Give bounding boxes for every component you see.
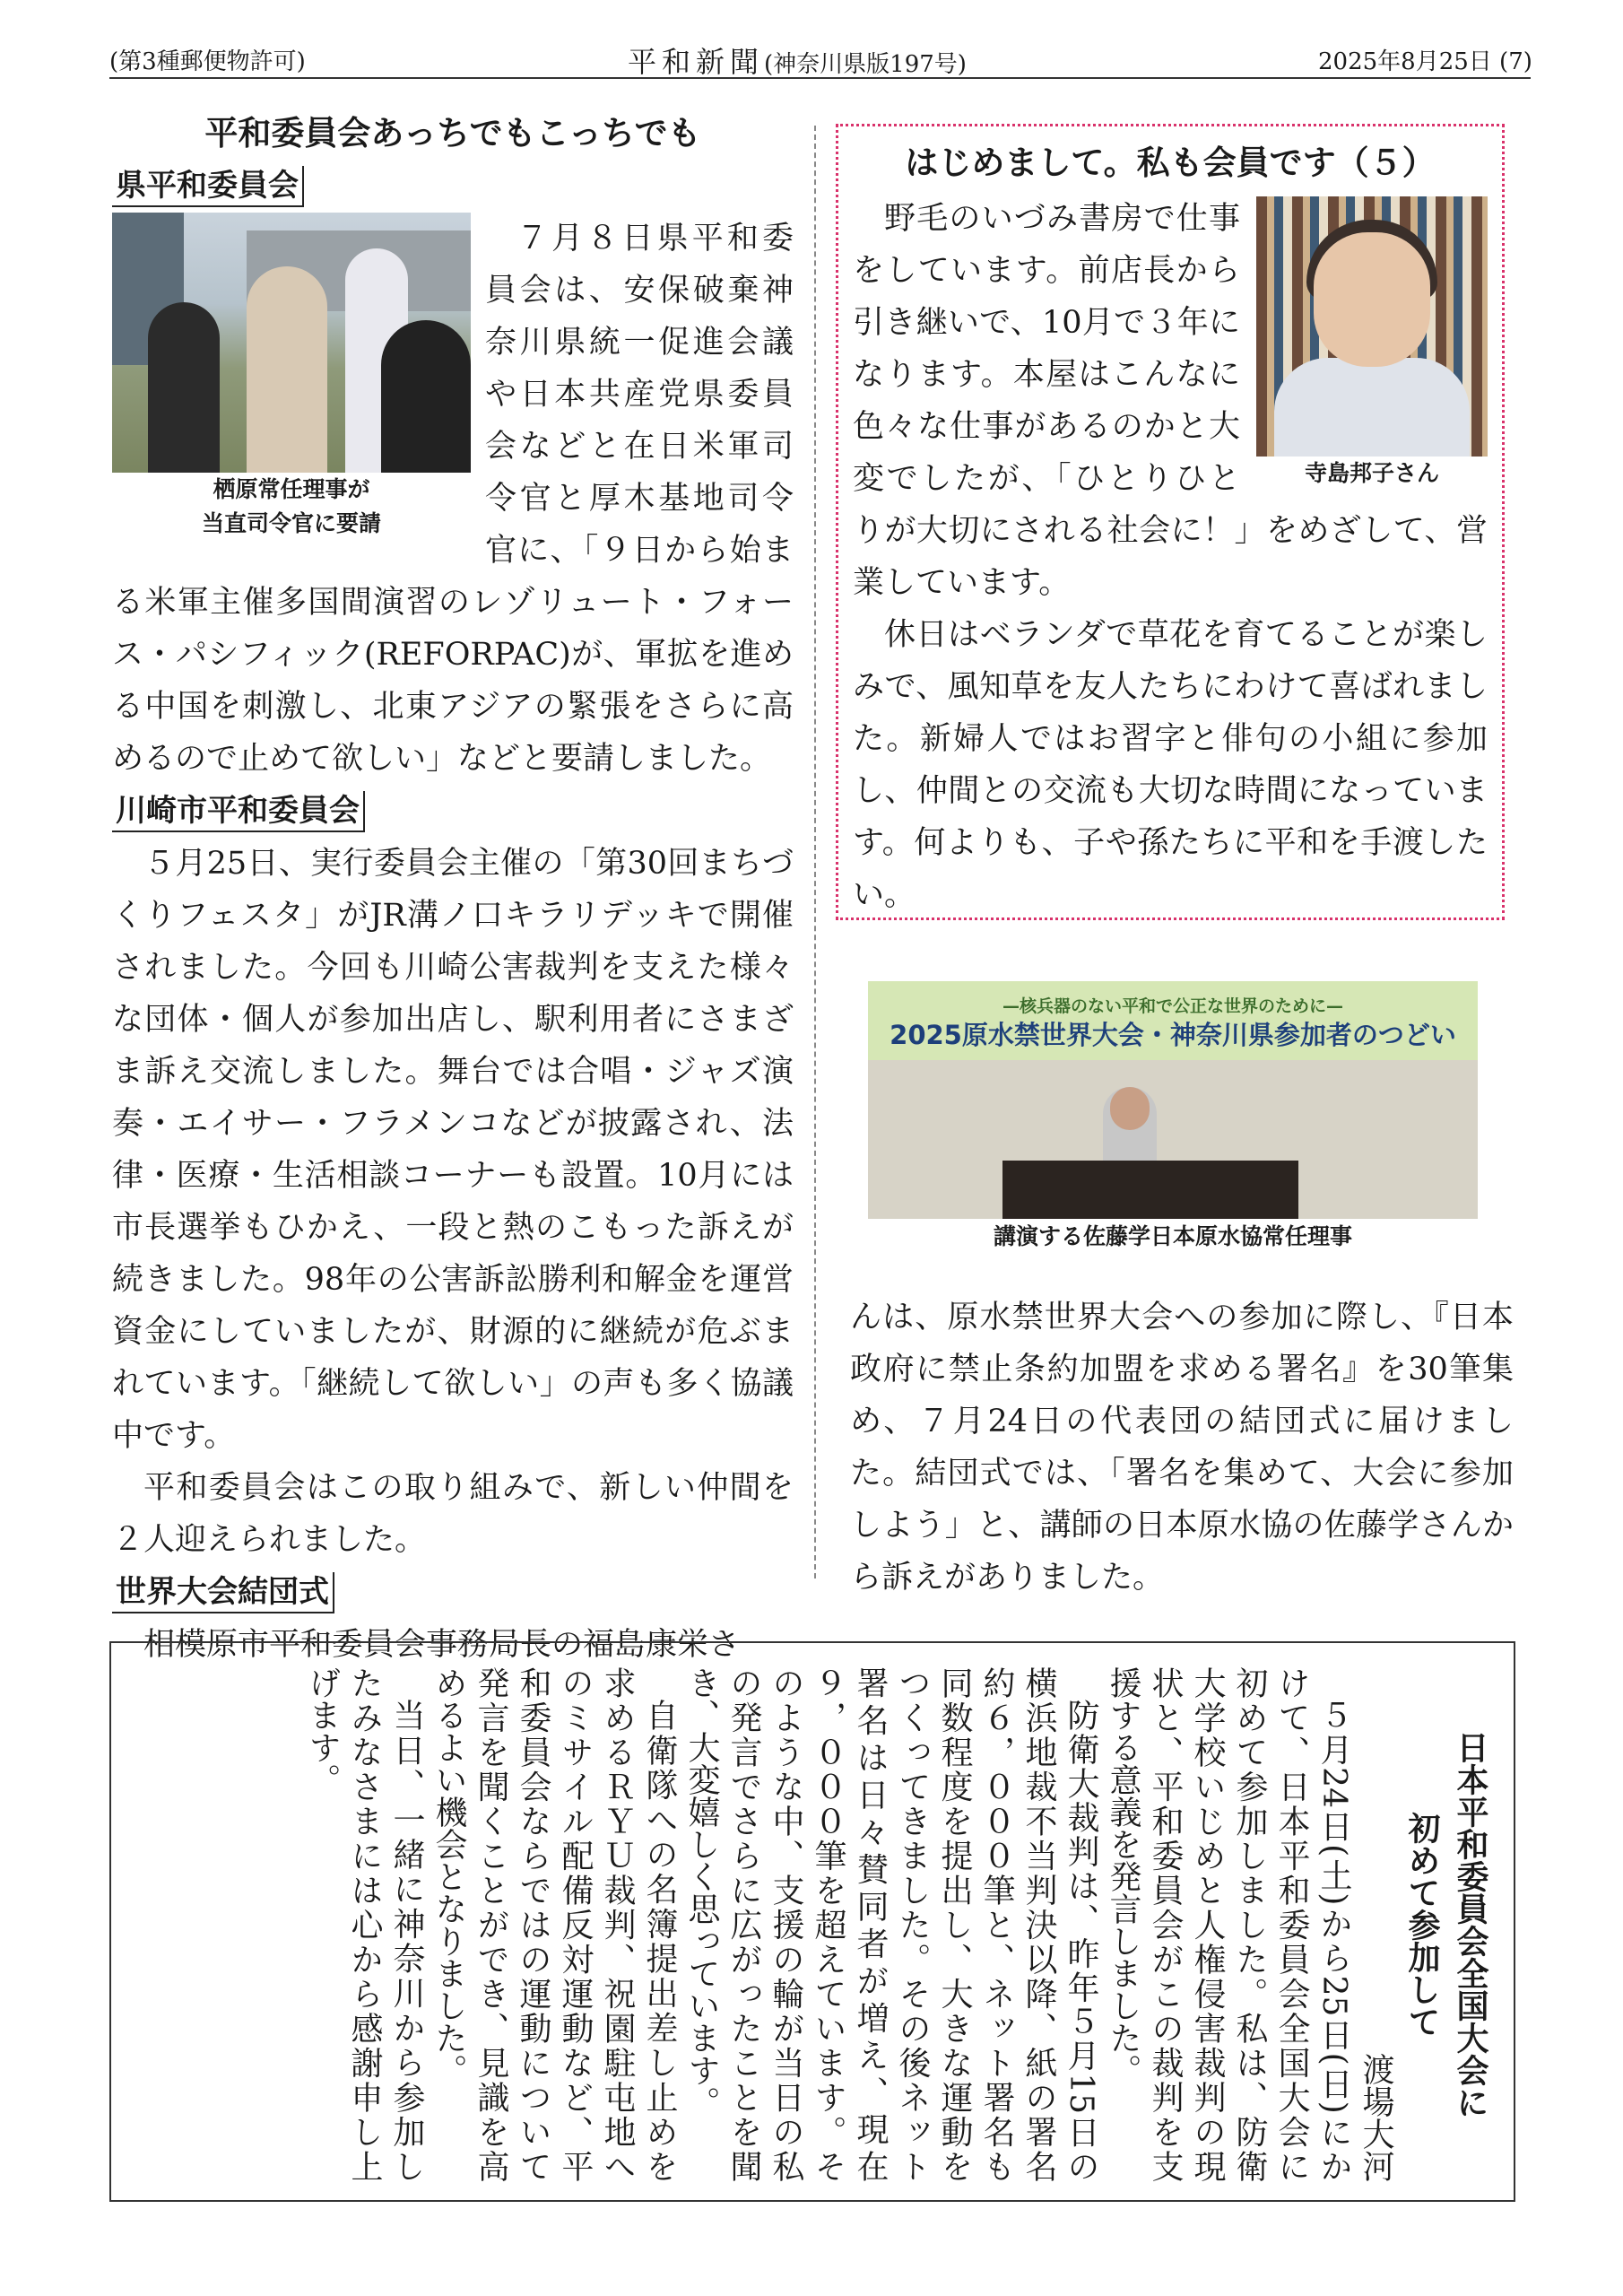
left-column — [112, 108, 794, 1671]
photo-request — [112, 213, 471, 541]
section-head-world-conference: 世界大会結団式 — [112, 1572, 334, 1613]
newspaper-edition: (神奈川県版197号) — [764, 51, 967, 78]
left-section-title: 平和委員会あっちでもこっちでも — [204, 114, 701, 152]
bottom-article-title-2: 初めて参加して — [1403, 1811, 1440, 2038]
prefecture-article-text: ７月８日県平和委員会は、安保破棄神奈川県統一促進会議や日本共産党県委員会などと在日米軍司令官と厚木基地司令官に、「９日から始まる米軍主催多国間演習のレゾリュート・フォース・パシフィック(REFORPAC)が、軍拡を進める中国を刺激し、北東アジアの緊張をさらに高めるので止めて欲しい」などと要請しました。 — [112, 221, 794, 777]
photo-caption-line2: 当直司令官に要請 — [201, 510, 381, 536]
kawasaki-article-p1: ５月25日、実行委員会主催の「第30回まちづくりフェスタ」がJR溝ノ口キラリデッキで開催されました。今回も川崎公害裁判を支えた様々な団体・個人が参加出店し、駅利用者にさまざま訴え交流しました。舞台では合唱・ジャズ演奏・エイサー・フラメンコなどが披露され、法律・医療・生活相談コーナーも設置。10月には市長選挙もひかえ、一段と熱のこもった訴えが続きました。98年の公害訴訟勝利和解金を運営資金にしていましたが、財源的に継続が危ぶまれています。「継続して欲しい」の声も多く協議中です。 — [112, 846, 794, 1454]
world-conference-text: 相模原市平和委員会事務局長の福島康栄さ — [143, 1627, 741, 1663]
bottom-article-p2: 防衛大裁判は、昨年５月15日の横浜地裁不当判決以降、紙の署名約６，０００筆と、ネット署名も同数程度を提出し、大きな運動をつくってきました。その後ネット署名は日々賛同者が増え、現在９，０００筆を超えています。そのような中、支援の輪が当日の私の発言でさらに広がったことを聞き、大変嬉しく思っています。 — [683, 1666, 1099, 2182]
bottom-article-title-1: 日本平和委員会全国大会に — [1452, 1730, 1488, 2118]
banner-subtitle: —核兵器のない平和で公正な世界のために— — [1002, 996, 1343, 1016]
member-intro-p2: 休日はベランダで草花を育てることが楽しみで、風知草を友人たちにわけて喜ばれました。新婦人ではお習字と俳句の小組に参加し、仲間との交流も大切な時間になっています。何よりも、子や孫たちに平和を手渡したい。 — [853, 617, 1488, 913]
bottom-article-p1: ５月24日(土)から25日(日)にかけて、日本平和委員会全国大会に初めて参加しました。私は、防衛大学校いじめと人権侵害裁判の現状と、平和委員会がこの裁判を支援する意義を発言しました。 — [1105, 1666, 1352, 2182]
event-photo-caption: 講演する佐藤学日本原水協常任理事 — [993, 1223, 1352, 1249]
event-photo — [868, 981, 1478, 1255]
header-permit: (第3種郵便物許可) — [109, 48, 306, 75]
world-conference-continuation: んは、原水禁世界大会への参加に際し、『日本政府に禁止条約加盟を求める署名』を30筆集め、７月24日の代表団の結団式に届けました。結団式では、「署名を集めて、大会に参加しよう」と、講師の日本原水協の佐藤学さんから訴えがありました。 — [850, 1300, 1514, 1596]
member-intro-box — [836, 124, 1505, 920]
bottom-article-box — [109, 1641, 1515, 2202]
section-head-prefecture: 県平和委員会 — [112, 166, 304, 207]
bottom-article-author: 渡場大河 — [1358, 2053, 1394, 2182]
photo-street-request-image — [112, 213, 471, 473]
member-intro-p1: 野毛のいづみ書房で仕事をしています。前店長から引き継いで、10月で３年になります。本屋はこんなに色々な仕事があるのかと大変でしたが、「ひとりひとりが大切にされる社会に！」をめざして、営業しています。 — [853, 201, 1488, 601]
event-lecture-image — [868, 981, 1478, 1219]
member-photo — [1256, 196, 1488, 491]
header-rule — [109, 77, 1531, 79]
kawasaki-article-p2: 平和委員会はこの取り組みで、新しい仲間を２人迎えられました。 — [112, 1470, 794, 1558]
bottom-article-p3: 自衛隊への名簿提出差し止めを求めるＲＹＵ裁判、祝園駐屯地へのミサイル配備反対運動など、平和委員会ならではの運動について発言を聞くことができ、見識を高めるよい機会となりました。 — [430, 1666, 678, 2182]
newspaper-name: 平和新聞 — [628, 45, 765, 79]
section-head-kawasaki: 川崎市平和委員会 — [112, 791, 365, 832]
header-newspaper-title — [628, 39, 967, 81]
banner-main-title: 2025原水禁世界大会・神奈川県参加者のつどい — [890, 1020, 1456, 1050]
member-portrait-image — [1256, 196, 1488, 457]
header-date-page: 2025年8月25日 (7) — [1318, 48, 1532, 75]
bottom-article-vertical — [301, 1666, 1494, 2182]
bottom-article-p4: 当日、一緒に神奈川から参加したみなさまには心から感謝申し上げます。 — [304, 1666, 425, 2182]
member-intro-title: はじめまして。私も会員です（５） — [905, 144, 1436, 182]
photo-caption-line1: 栖原常任理事が — [213, 476, 370, 502]
column-divider — [814, 126, 816, 1578]
member-photo-caption: 寺島邦子さん — [1304, 460, 1439, 486]
